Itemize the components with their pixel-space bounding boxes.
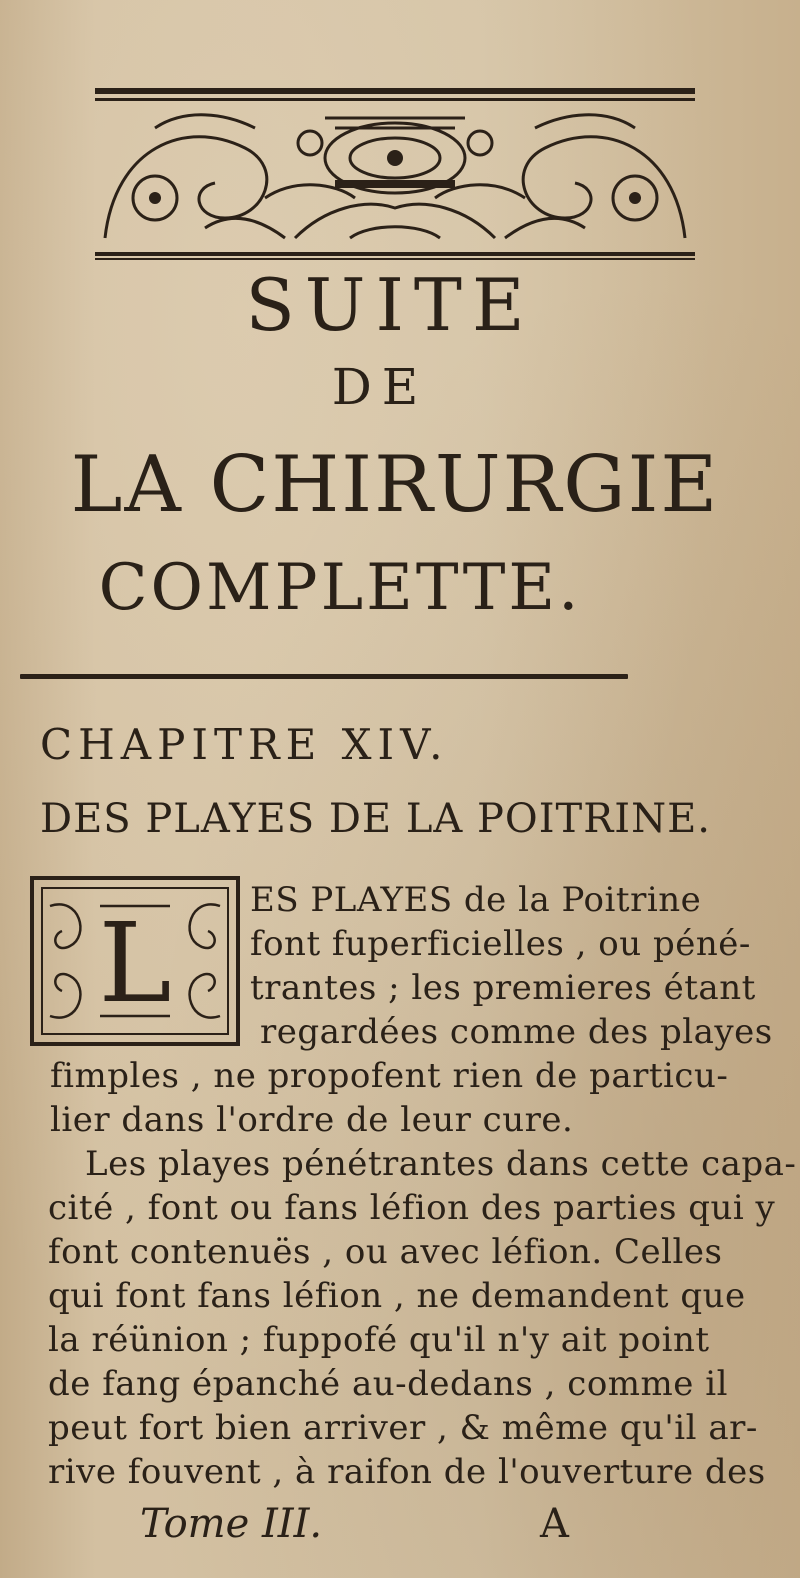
dropcap-ornament — [30, 876, 240, 1046]
body-line: de fang épanché au-dedans , comme il — [48, 1364, 728, 1404]
headband-ornament — [95, 88, 695, 263]
body-line: qui font fans léfion , ne demandent que — [48, 1276, 746, 1316]
chapter-heading: CHAPITRE XIV. — [40, 720, 449, 769]
body-line: rive fouvent , à raifon de l'ouverture des — [48, 1452, 766, 1492]
title-chirurgie: LA CHIRURGIE — [70, 440, 720, 530]
body-line: fimples , ne propofent rien de particu- — [50, 1056, 729, 1096]
body-line: regardées comme des playes — [260, 1012, 773, 1052]
svg-text:L: L — [98, 899, 172, 1027]
title-complette: COMPLETTE. — [98, 551, 582, 625]
floral-headband-icon — [95, 88, 695, 263]
ornamental-dropcap-icon — [30, 876, 240, 1046]
body-line: ES PLAYES de la Poitrine — [250, 880, 702, 920]
body-line: Les playes pénétrantes dans cette capa- — [85, 1144, 797, 1184]
body-line: cité , font ou fans léfion des parties qui y — [48, 1188, 776, 1228]
signature-mark: A — [540, 1501, 569, 1547]
chapter-subtitle: DES PLAYES DE LA POITRINE. — [40, 796, 712, 842]
body-line: peut fort bien arriver , & même qu'il ar- — [48, 1408, 758, 1448]
signature-tome: Tome III. — [140, 1501, 323, 1547]
title-rule — [20, 674, 628, 679]
title-suite: SUITE — [245, 263, 535, 347]
body-line: trantes ; les premieres étant — [250, 968, 756, 1008]
body-line: font contenuës , ou avec léfion. Celles — [48, 1232, 723, 1272]
title-de: DE — [331, 358, 429, 416]
body-line: lier dans l'ordre de leur cure. — [50, 1100, 574, 1140]
body-line: font fuperficielles , ou péné- — [250, 924, 751, 964]
body-line: la réünion ; fuppofé qu'il n'y ait point — [48, 1320, 710, 1360]
